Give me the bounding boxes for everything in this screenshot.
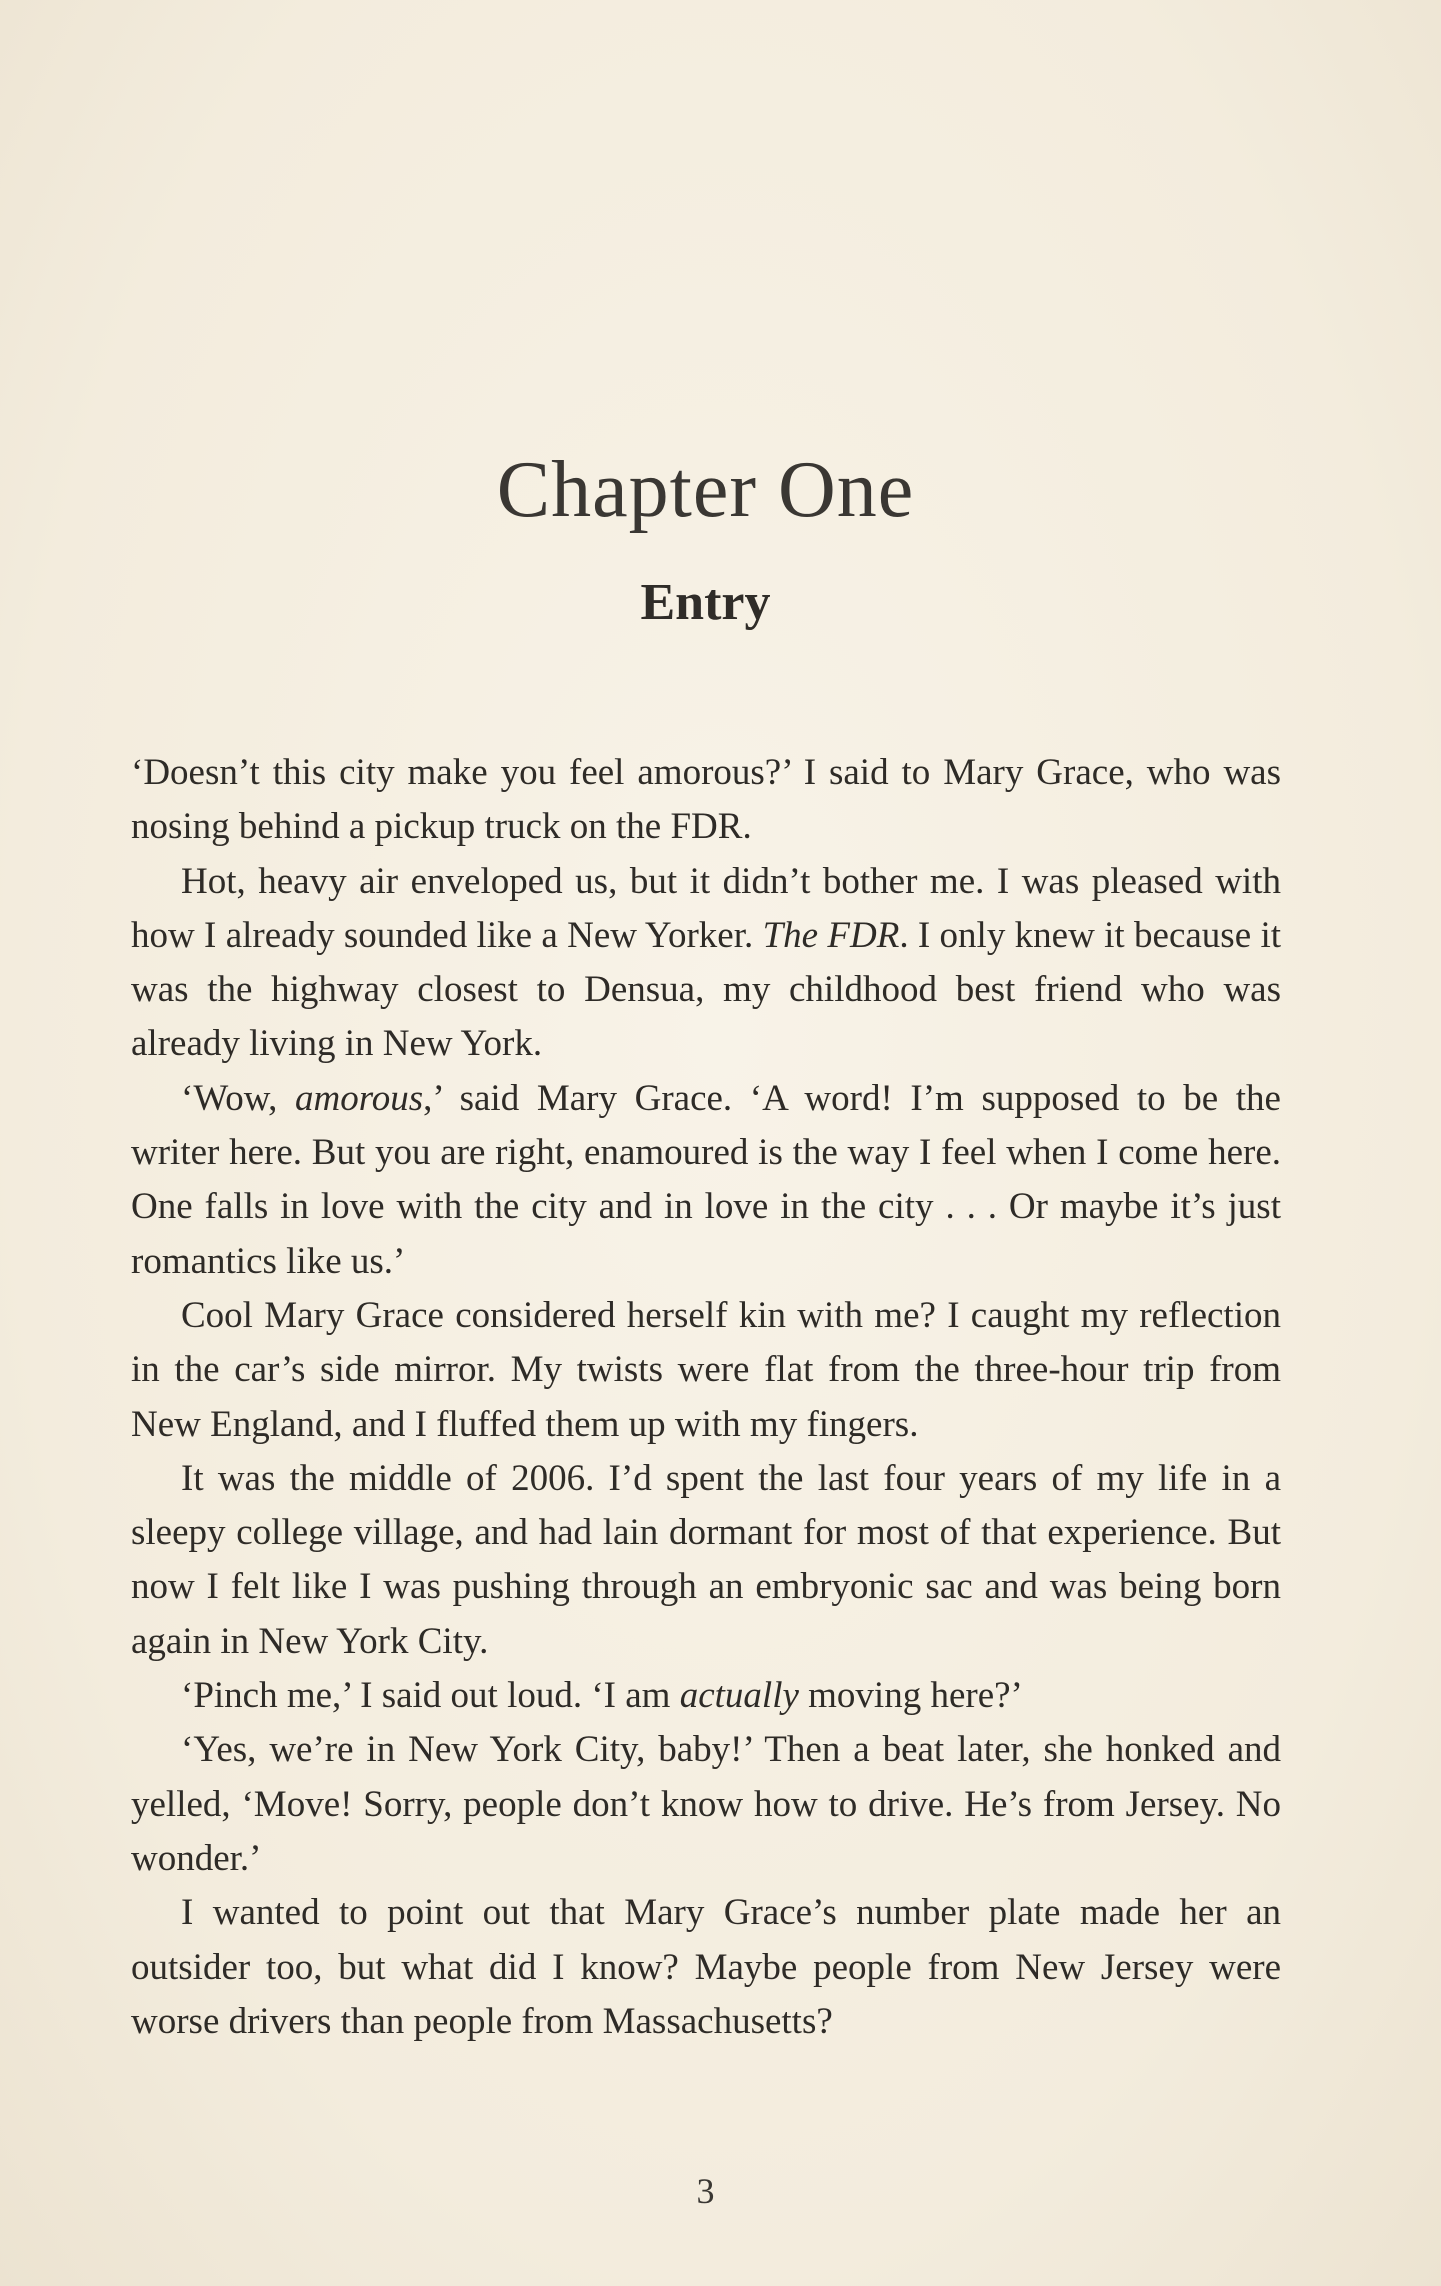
paragraph-text: ‘Doesn’t this city make you feel amorous?’ I said to Mary Grace, who was nosing behind a pickup truck on the FDR. [131,752,1281,848]
paragraph-1 [131,746,1281,855]
paragraph-text: ‘Pinch me,’ I said out loud. ‘I am [181,1675,680,1717]
paragraph-6 [131,1669,1281,1723]
paragraph-text: . I only knew it because it was the highway closest to Densua, my childhood best friend who was already living in New York. [131,914,1282,1065]
paragraph-3 [131,1072,1281,1289]
paragraph-5 [131,1452,1281,1669]
paragraph-text: Cool Mary Grace considered herself kin with me? I caught my reflection in the car’s side mirror. My twists were flat from the three-hour trip from New England, and I fluffed them up with my fingers. [131,1294,1281,1445]
italic-text: actually [679,1675,799,1717]
paragraph-text: moving here?’ [798,1675,1023,1717]
italic-text: amorous [294,1077,424,1119]
paragraph-8 [131,1886,1281,2049]
paragraph-text: It was the middle of 2006. I’d spent the last four years of my life in a sleepy college village, and had lain dormant for most of that experience. But now I felt like I was pushing through an embryonic sac and was being born again in New York City. [131,1457,1281,1662]
paragraph-2 [131,855,1281,1072]
paragraph-text: Hot, heavy air enveloped us, but it didn’t bother me. I was pleased with how I already sounded like a New Yorker. [131,860,1281,956]
chapter-title: Chapter One [496,446,915,534]
paragraph-4 [131,1289,1281,1452]
paragraph-7 [131,1723,1281,1886]
italic-text: The FDR [762,914,900,956]
paragraph-text: I wanted to point out that Mary Grace’s number plate made her an outsider too, but what did I know? Maybe people from New Jersey were worse drivers than people from Massachusetts? [131,1892,1281,2042]
paragraph-text: ‘Yes, we’re in New York City, baby!’ Then a beat later, she honked and yelled, ‘Move! Sorry, people don’t know how to drive. He’s from Jersey. No wonder.’ [131,1729,1281,1879]
chapter-subtitle: Entry [640,574,771,631]
body-text [131,746,1281,2049]
page-number: 3 [696,2171,715,2211]
paragraph-text: ‘Wow, [181,1077,295,1119]
paragraph-text: ,’ said Mary Grace. ‘A word! I’m supposed to be the writer here. But you are right, enamoured is the way I feel when I come here. One falls in love with the city and in love in the city . . . Or maybe it’s just romantics like us.’ [131,1077,1281,1282]
